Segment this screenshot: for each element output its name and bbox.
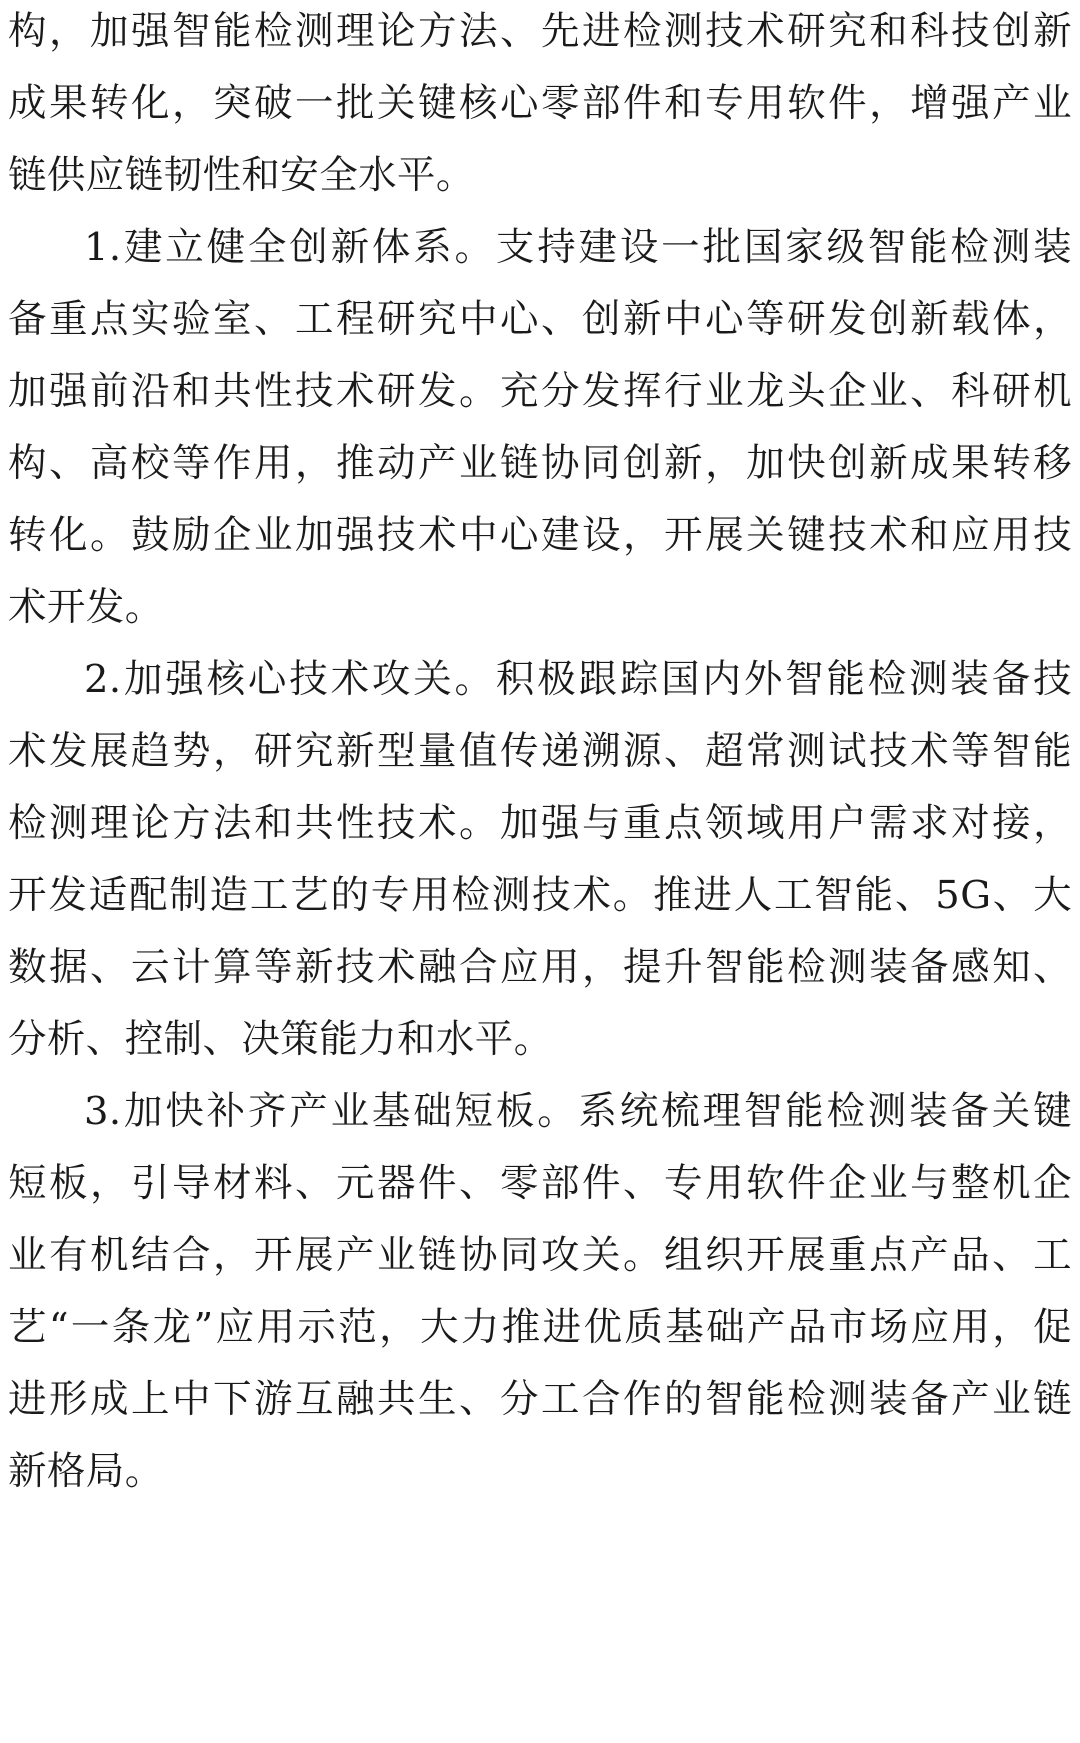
text-line: 检测理论方法和共性技术。加强与重点领域用户需求对接， — [8, 801, 1072, 846]
text-line: 数据、云计算等新技术融合应用，提升智能检测装备感知、 — [8, 945, 1072, 990]
text-line: 分析、控制、决策能力和水平。 — [8, 1017, 553, 1062]
text-line: 成果转化，突破一批关键核心零部件和专用软件，增强产业 — [8, 81, 1072, 126]
text-line: 1.建立健全创新体系。支持建设一批国家级智能检测装 — [84, 225, 1072, 270]
text-line: 开发适配制造工艺的专用检测技术。推进人工智能、5G、大 — [8, 873, 1072, 918]
text-line: 3.加快补齐产业基础短板。系统梳理智能检测装备关键 — [84, 1089, 1072, 1134]
text-line: 术发展趋势，研究新型量值传递溯源、超常测试技术等智能 — [8, 729, 1072, 774]
text-line: 加强前沿和共性技术研发。充分发挥行业龙头企业、科研机 — [8, 369, 1072, 414]
text-line: 业有机结合，开展产业链协同攻关。组织开展重点产品、工 — [8, 1233, 1072, 1278]
text-line: 转化。鼓励企业加强技术中心建设，开展关键技术和应用技 — [8, 513, 1072, 558]
text-line: 链供应链韧性和安全水平。 — [8, 153, 475, 198]
text-line: 艺“一条龙”应用示范，大力推进优质基础产品市场应用，促 — [8, 1305, 1072, 1350]
text-line: 新格局。 — [8, 1449, 164, 1494]
text-line: 2.加强核心技术攻关。积极跟踪国内外智能检测装备技 — [84, 657, 1072, 702]
text-line: 进形成上中下游互融共生、分工合作的智能检测装备产业链 — [8, 1377, 1072, 1422]
text-line: 备重点实验室、工程研究中心、创新中心等研发创新载体， — [8, 297, 1072, 342]
text-line: 术开发。 — [8, 585, 164, 630]
text-line: 构、高校等作用，推动产业链协同创新，加快创新成果转移 — [8, 441, 1072, 486]
text-line: 短板，引导材料、元器件、零部件、专用软件企业与整机企 — [8, 1161, 1072, 1206]
text-line: 构，加强智能检测理论方法、先进检测技术研究和科技创新 — [8, 9, 1072, 54]
